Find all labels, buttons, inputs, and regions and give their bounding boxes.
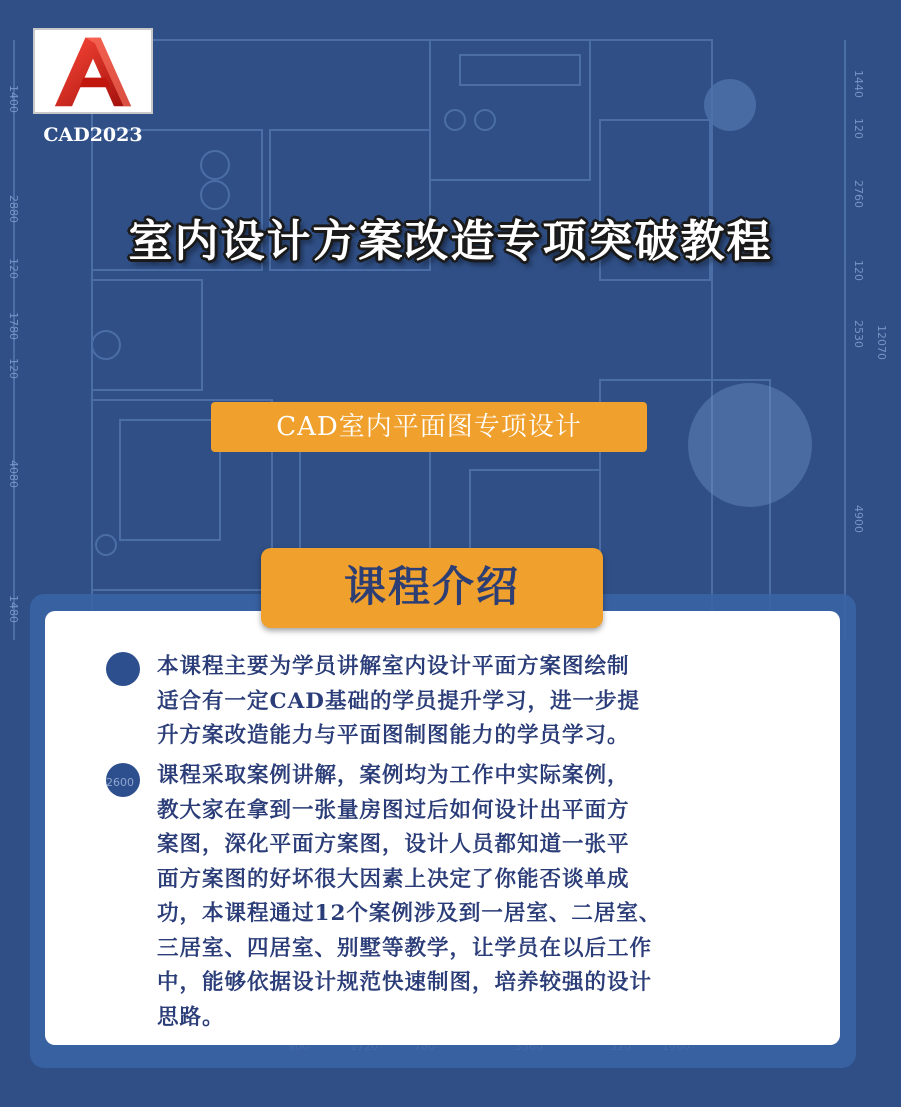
paragraph-line: 面方案图的好坏很大因素上决定了你能否谈单成 bbox=[157, 866, 630, 892]
section-title: 课程介绍 bbox=[261, 548, 603, 628]
paragraph-line: 功，本课程通过12个案例涉及到一居室、二居室、 bbox=[157, 901, 662, 926]
dimension-right-3: 2760 bbox=[852, 180, 865, 208]
paragraph-line: 思路。 bbox=[157, 1004, 225, 1030]
autocad-logo bbox=[33, 28, 153, 114]
dimension-left-1: 1400 bbox=[7, 85, 20, 113]
bullet-dot-icon bbox=[106, 652, 140, 686]
paragraph-line: 课程采取案例讲解，案例均为工作中实际案例， bbox=[157, 763, 630, 788]
paragraph-line: 升方案改造能力与平面图制图能力的学员学习。 bbox=[157, 723, 630, 748]
dimension-right-5: 2530 bbox=[852, 320, 865, 348]
dimension-left-4: 1780 bbox=[7, 312, 20, 340]
paragraph-line: 本课程主要为学员讲解室内设计平面方案图绘制 bbox=[157, 654, 630, 679]
logo-caption: CAD2023 bbox=[43, 124, 143, 146]
dimension-right-4: 120 bbox=[852, 260, 865, 281]
paragraph-line: 适合有一定CAD基础的学员提升学习，进一步提 bbox=[157, 688, 640, 714]
dimension-right-2: 120 bbox=[852, 118, 865, 139]
dimension-right-6: 12070 bbox=[875, 325, 888, 360]
dimension-left-6: 4080 bbox=[7, 460, 20, 488]
dimension-right-7: 4900 bbox=[852, 505, 865, 533]
dimension-right-1: 1440 bbox=[852, 70, 865, 98]
paragraph-2 bbox=[157, 759, 717, 1035]
dimension-left-7: 1480 bbox=[7, 595, 20, 623]
page-title: 室内设计方案改造专项突破教程 bbox=[128, 216, 773, 267]
paragraph-line: 案图，深化平面方案图，设计人员都知道一张平 bbox=[157, 832, 630, 857]
paragraph-1 bbox=[157, 650, 717, 754]
autocad-a-logo-icon bbox=[35, 30, 151, 112]
paragraph-line: 三居室、四居室、别墅等教学，让学员在以后工作 bbox=[157, 935, 653, 961]
paragraph-line: 教大家在拿到一张量房图过后如何设计出平面方 bbox=[157, 797, 630, 823]
dimension-left-3: 120 bbox=[7, 258, 20, 279]
dimension-left-5: 120 bbox=[7, 358, 20, 379]
paragraph-line: 中，能够依据设计规范快速制图，培养较强的设计 bbox=[157, 970, 653, 995]
subtitle-banner: CAD室内平面图专项设计 bbox=[211, 402, 647, 452]
dimension-left-2: 2880 bbox=[7, 195, 20, 223]
dimension-badge: 2600 bbox=[106, 776, 134, 789]
